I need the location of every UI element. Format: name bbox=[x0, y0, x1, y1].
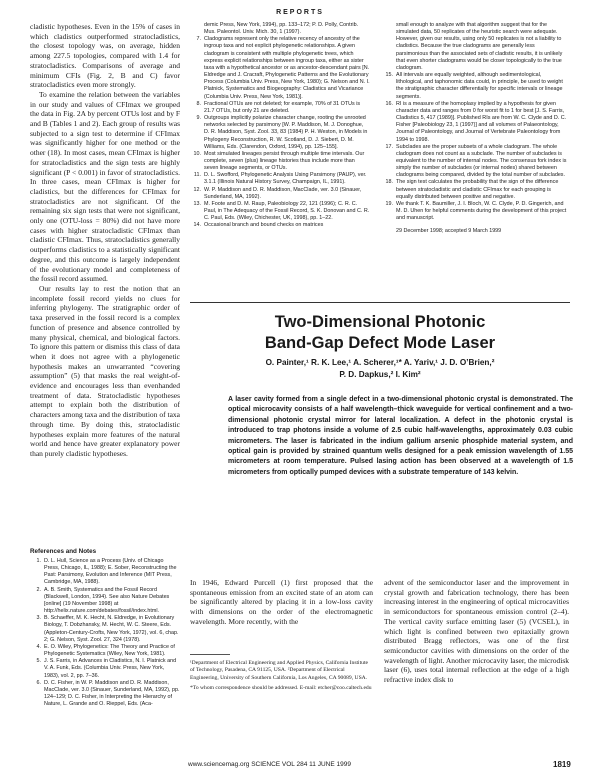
page-number: 1819 bbox=[553, 760, 571, 769]
journal-info: www.sciencemag.org SCIENCE VOL 284 11 JUNE 1999 bbox=[188, 761, 351, 768]
article-body-col2 bbox=[384, 578, 569, 685]
reference-item: 7. Cladograms represent only the relative recency of ancestry of the ingroup taxa and not explicit phylogenetic relationships. A given cladogram is consistent with multiple phylogenetic trees, which express explicit relationships between ingroup taxa, either as sister taxa with a hypothetical ancestor or as ancestor-descendant pairs [N. Eldredge and J. Cracraft, Phylogenetic Patterns and the Evolutionary Process (Columbia Univ. Press, New York, 1980); G. Nelson and N. I. Platnick, Systematics and Biogeography: Cladistics and Vicariance (Columbia Univ. Press, New York, 1981)]. bbox=[196, 36, 370, 100]
reference-item: demic Press, New York, 1994), pp. 133–172; P. D. Polly, Contrib. Mus. Paleontol. Univ. Mich. 30, 1 (1997). bbox=[204, 22, 359, 36]
reference-item: 18. The sign test calculates the probability that the sign of the difference between stratocladistic and cladistic CFImax for each grouping is equally distributed between positive and negative. bbox=[385, 179, 559, 200]
paragraph: To examine the relation between the variables in our study and values of CFImax we grouped the data in Fig. 2A by percent OTUs lost and by F and B (Tables 1 and 2). Each group of results was subjected to a sign test to determine if CFImax was significantly higher for one method or the other (18). In most cases, mean CFImax is higher for stratocladistics and the sign tests are highly significant (P < 0.001) in favor of stratocladistics. In three cases, mean CFImax is higher for cladistics, but the differences for CFImax for stratocladistics are not significant. Of the remaining six sign tests that were not significant, only one (OTU-loss = 80%) did not have more cases with higher stratocladistic CFImax than cladistic CFImax. Thus, stratocladistics generally outperforms cladistics to a statistically significant degree, and this outcome is largely independent of the evolutionary model and completeness of the fossil record assumed. bbox=[30, 89, 180, 284]
reference-item: 3. B. Schaeffer, M. K. Hecht, N. Eldredge, in Evolutionary Biology, T. Dobzhansky, M. Hecht, W. C. Steere, Eds. (Appleton-Century-Crofts, New York, 1972), vol. 6, chap. 2; G. Nelson, Syst. Zool. 27, 324 (1978). bbox=[36, 615, 179, 643]
paragraph: cladistic hypotheses. Even in the 15% of cases in which cladistics outperformed stratocladistics, the closest topology was, on average, hidden among 227.5 topologies, compared with 1.4 for stratocladistics. Comparisons of average and minimum CFIs (Fig. 2, B and C) favor stratocladistics even more strongly. bbox=[30, 22, 180, 90]
reference-item: small enough to analyze with that algorithm suggest that for the simulated data, 50 replicates of the heuristic search were adequate. However, given our results, using only 50 replicates is not a liability to cladistics. Because the true cladograms are generally less parsimonious than the associated sets of cladistic results, it is unlikely that even shorter cladograms would be closer topologically to the true cladogram. bbox=[396, 22, 563, 71]
reference-item: 12. W. P. Maddison and D. R. Maddison, MacClade, ver. 3.0 (Sinauer, Sunderland, MA, 1992). bbox=[193, 186, 362, 200]
running-header: REPORTS bbox=[276, 9, 324, 16]
article-authors: O. Painter,¹ R. K. Lee,¹ A. Scherer,¹* A. Yariv,¹ J. D. O’Brien,² P. D. Dapkus,² I. Kim² bbox=[265, 358, 495, 379]
correspondence-note: *To whom correspondence should be addressed. E-mail: etcher@coo.caltech.edu bbox=[190, 685, 372, 692]
reference-item: 1. D. L. Hull, Science as a Process (Univ. of Chicago Press, Chicago, IL, 1988); E. Sober, Reconstructing the Past: Parsimony, Evolution and Inference (MIT Press, Cambridge, MA, 1988). bbox=[36, 558, 177, 586]
reference-item: 9. Outgroups implicitly polarize character change, rooting the unrooted networks selected by parsimony [W. P. Maddison, M. J. Donoghue, D. R. Maddison, Syst. Zool. 33, 83 (1984) P. H. Weston, in Models in Phylogeny Reconstruction, R. W. Scotland, D. J. Siebert, D. M. Williams, Eds. (Clarendon, Oxford, 1994), pp. 125–155]. bbox=[196, 115, 368, 150]
reference-item: 16. RI is a measure of the homoplasy implied by a hypothesis for given character data and ranges from 0 for worst fit to 1 for best [J. S. Farris, Cladistics 5, 417 (1989)]. Published RIs are from W. C. Clyde and D. C. Fisher [Paleobiology 23, 1 (1997)] and all volumes of Palaeontology, Journal of Paleontology, and Journal of Vertebrate Paleontology from 1994 to 1998. bbox=[385, 100, 567, 143]
reference-item: 19. We thank T. K. Baumiller, J. I. Bloch, W. C. Clyde, P. D. Gingerich, and M. D. Uhen for helpful comments during the development of this project and manuscript. bbox=[385, 200, 567, 222]
received-dates: 29 December 1998; accepted 9 March 1999 bbox=[396, 228, 502, 235]
footnote-divider bbox=[190, 654, 230, 655]
affiliations bbox=[190, 660, 373, 693]
article-abstract: A laser cavity formed from a single defect in a two-dimensional photonic crystal is demonstrated. The optical microcavity consists of a half wavelength–thick waveguide for vertical confinement and a two-dimensional photonic crystal mirror for lateral localization. A defect in the photonic crystal is introduced to trap photons inside a volume of 2.5 cubic half-wavelengths, approximately 0.03 cubic micrometers. The laser is fabricated in the indium gallium arsenic phosphide material system, and optical gain is provided by strained quantum wells designed for a peak emission wavelength of 1.55 micrometers at room temperature. Pulsed lasing action has been observed at a wavelength of 1.5 micrometers from optically pumped devices with a substrate temperature of 143 kelvin. bbox=[228, 396, 573, 476]
reference-item: 14. Occasional branch and bound checks on matrices bbox=[193, 222, 324, 229]
left-column-text bbox=[30, 22, 180, 459]
paragraph: Our results lay to rest the notion that an incomplete fossil record yields no clues for inferring phylogeny. The stratigraphic order of taxa preserved in the fossil record is a complex function of presence and absence controlled by many physical, chemical, and biological factors. To ignore this pattern or dismiss this class of data when it does not agree with a phylogenetic hypothesis makes an unwarranted “covering assumption” (5) that masks the real weight-of-evidence and encourages less than evenhanded treatment of data. Stratocladistic hypotheses attempt to explain both the distribution of characters among taxa and the distribution of taxa through time. By doing this, stratocladistic hypotheses explain more features of the natural world and hence have greater explanatory power than purely cladistic hypotheses. bbox=[30, 283, 180, 458]
reference-item: 6. D. C. Fisher, in W. P. Maddison and D. R. Maddison, MacClade, ver. 3.0 (Sinauer, Sunderland, MA, 1992), pp. 124–129; D. C. Fisher, in Interpreting the Hierarchy of Nature, L. Grande and O. Rieppel, Eds. (Aca- bbox=[36, 679, 180, 708]
reference-item: 8. Fractional OTUs are not deleted; for example, 70% of 31 OTUs is 21.7 OTUs, but only 21 are deleted. bbox=[196, 100, 361, 114]
article-title: Two-Dimensional Photonic Band-Gap Defect Mode Laser bbox=[264, 313, 496, 352]
middle-references bbox=[190, 22, 370, 230]
reference-item: 17. Subclades are the proper subsets of a whole cladogram. The whole cladogram does not count as a subclade. The number of subclades is equivalent to the number of internal nodes. The consensus fork index is simply the number of subclades (or internal nodes) shared between cladograms being compared, divided by the total number of subclades. bbox=[385, 143, 567, 179]
reference-item: 11. D. L. Swofford, Phylogenetic Analysis Using Parsimony (PAUP), ver. 3.1.1 (Illinois Natural History Survey, Champaign, IL, 1991). bbox=[193, 172, 367, 186]
references-heading: References and Notes bbox=[30, 548, 97, 555]
reference-item: 2. A. B. Smith, Systematics and the Fossil Record (Blackwell, London, 1994). See also Nature Debates [online] (19 November 1998) at http://helix.nature.com/debates/fossil/index.html. bbox=[36, 586, 170, 615]
right-references bbox=[382, 22, 567, 236]
reference-item: 13. M. Foote and D. M. Raup, Paleobiology 22, 121 (1996); C. R. C. Paul, in The Adequacy of the Fossil Record, S. K. Donovan and C. R. C. Paul, Eds. (Wiley, Chichester, UK, 1998), pp. 1–22. bbox=[193, 200, 370, 222]
reference-item: 4. E. O. Wiley, Phylogenetics: The Theory and Practice of Phylogenetic Systematics (Wiley, New York, 1981). bbox=[36, 643, 175, 658]
reference-item: 5. J. S. Farris, in Advances in Cladistics, N. I. Platnick and V. A. Funk, Eds. (Columbia Univ. Press, New York, 1983), vol. 2, pp. 7–36. bbox=[36, 658, 177, 679]
paragraph: advent of the semiconductor laser and the improvement in crystal growth and fabrication technology, there has been increasing interest in the engineering of optical microcavities in semiconductors for spontaneous emission control (2–4). The vertical cavity surface emitting laser (5) (VCSEL), in which light is confined between two epitaxially grown distributed Bragg reflectors, was one of the first semiconductor cavities with dimensions on the order of the wavelength of light. Another microcavity laser, the microdisk laser (6), uses total internal reflection at the edge of a high refractive index disk to bbox=[384, 578, 569, 685]
references-list bbox=[30, 548, 180, 708]
reference-item: 15. All intervals are equally weighted, although sedimentological, lithological, and taphonomic data could, in principle, be used to weight the stratigraphic character differentially for specific intervals or lineage segments. bbox=[385, 72, 563, 100]
section-divider bbox=[190, 302, 570, 303]
reference-item: 10. Most simulated lineages persist through multiple time intervals. Our complete, seven (plus) lineage histories thus include more than seven lineage segments, or OTUs. bbox=[193, 150, 365, 172]
article-body-col1 bbox=[190, 578, 373, 627]
paragraph: In 1946, Edward Purcell (1) first proposed that the spontaneous emission from an excited state of an atom can be significantly altered by placing it in a low-loss cavity with dimensions on the order of the electromagnetic wavelength. More recently, with the bbox=[190, 578, 373, 626]
affiliation-text: ¹Department of Electrical Engineering and Applied Physics, California Institute of Technology, Pasadena, CA 91125, USA. ²Department of Electrical Engineering, University of Southern California, Los Angeles, CA 90089, USA. bbox=[190, 660, 368, 681]
